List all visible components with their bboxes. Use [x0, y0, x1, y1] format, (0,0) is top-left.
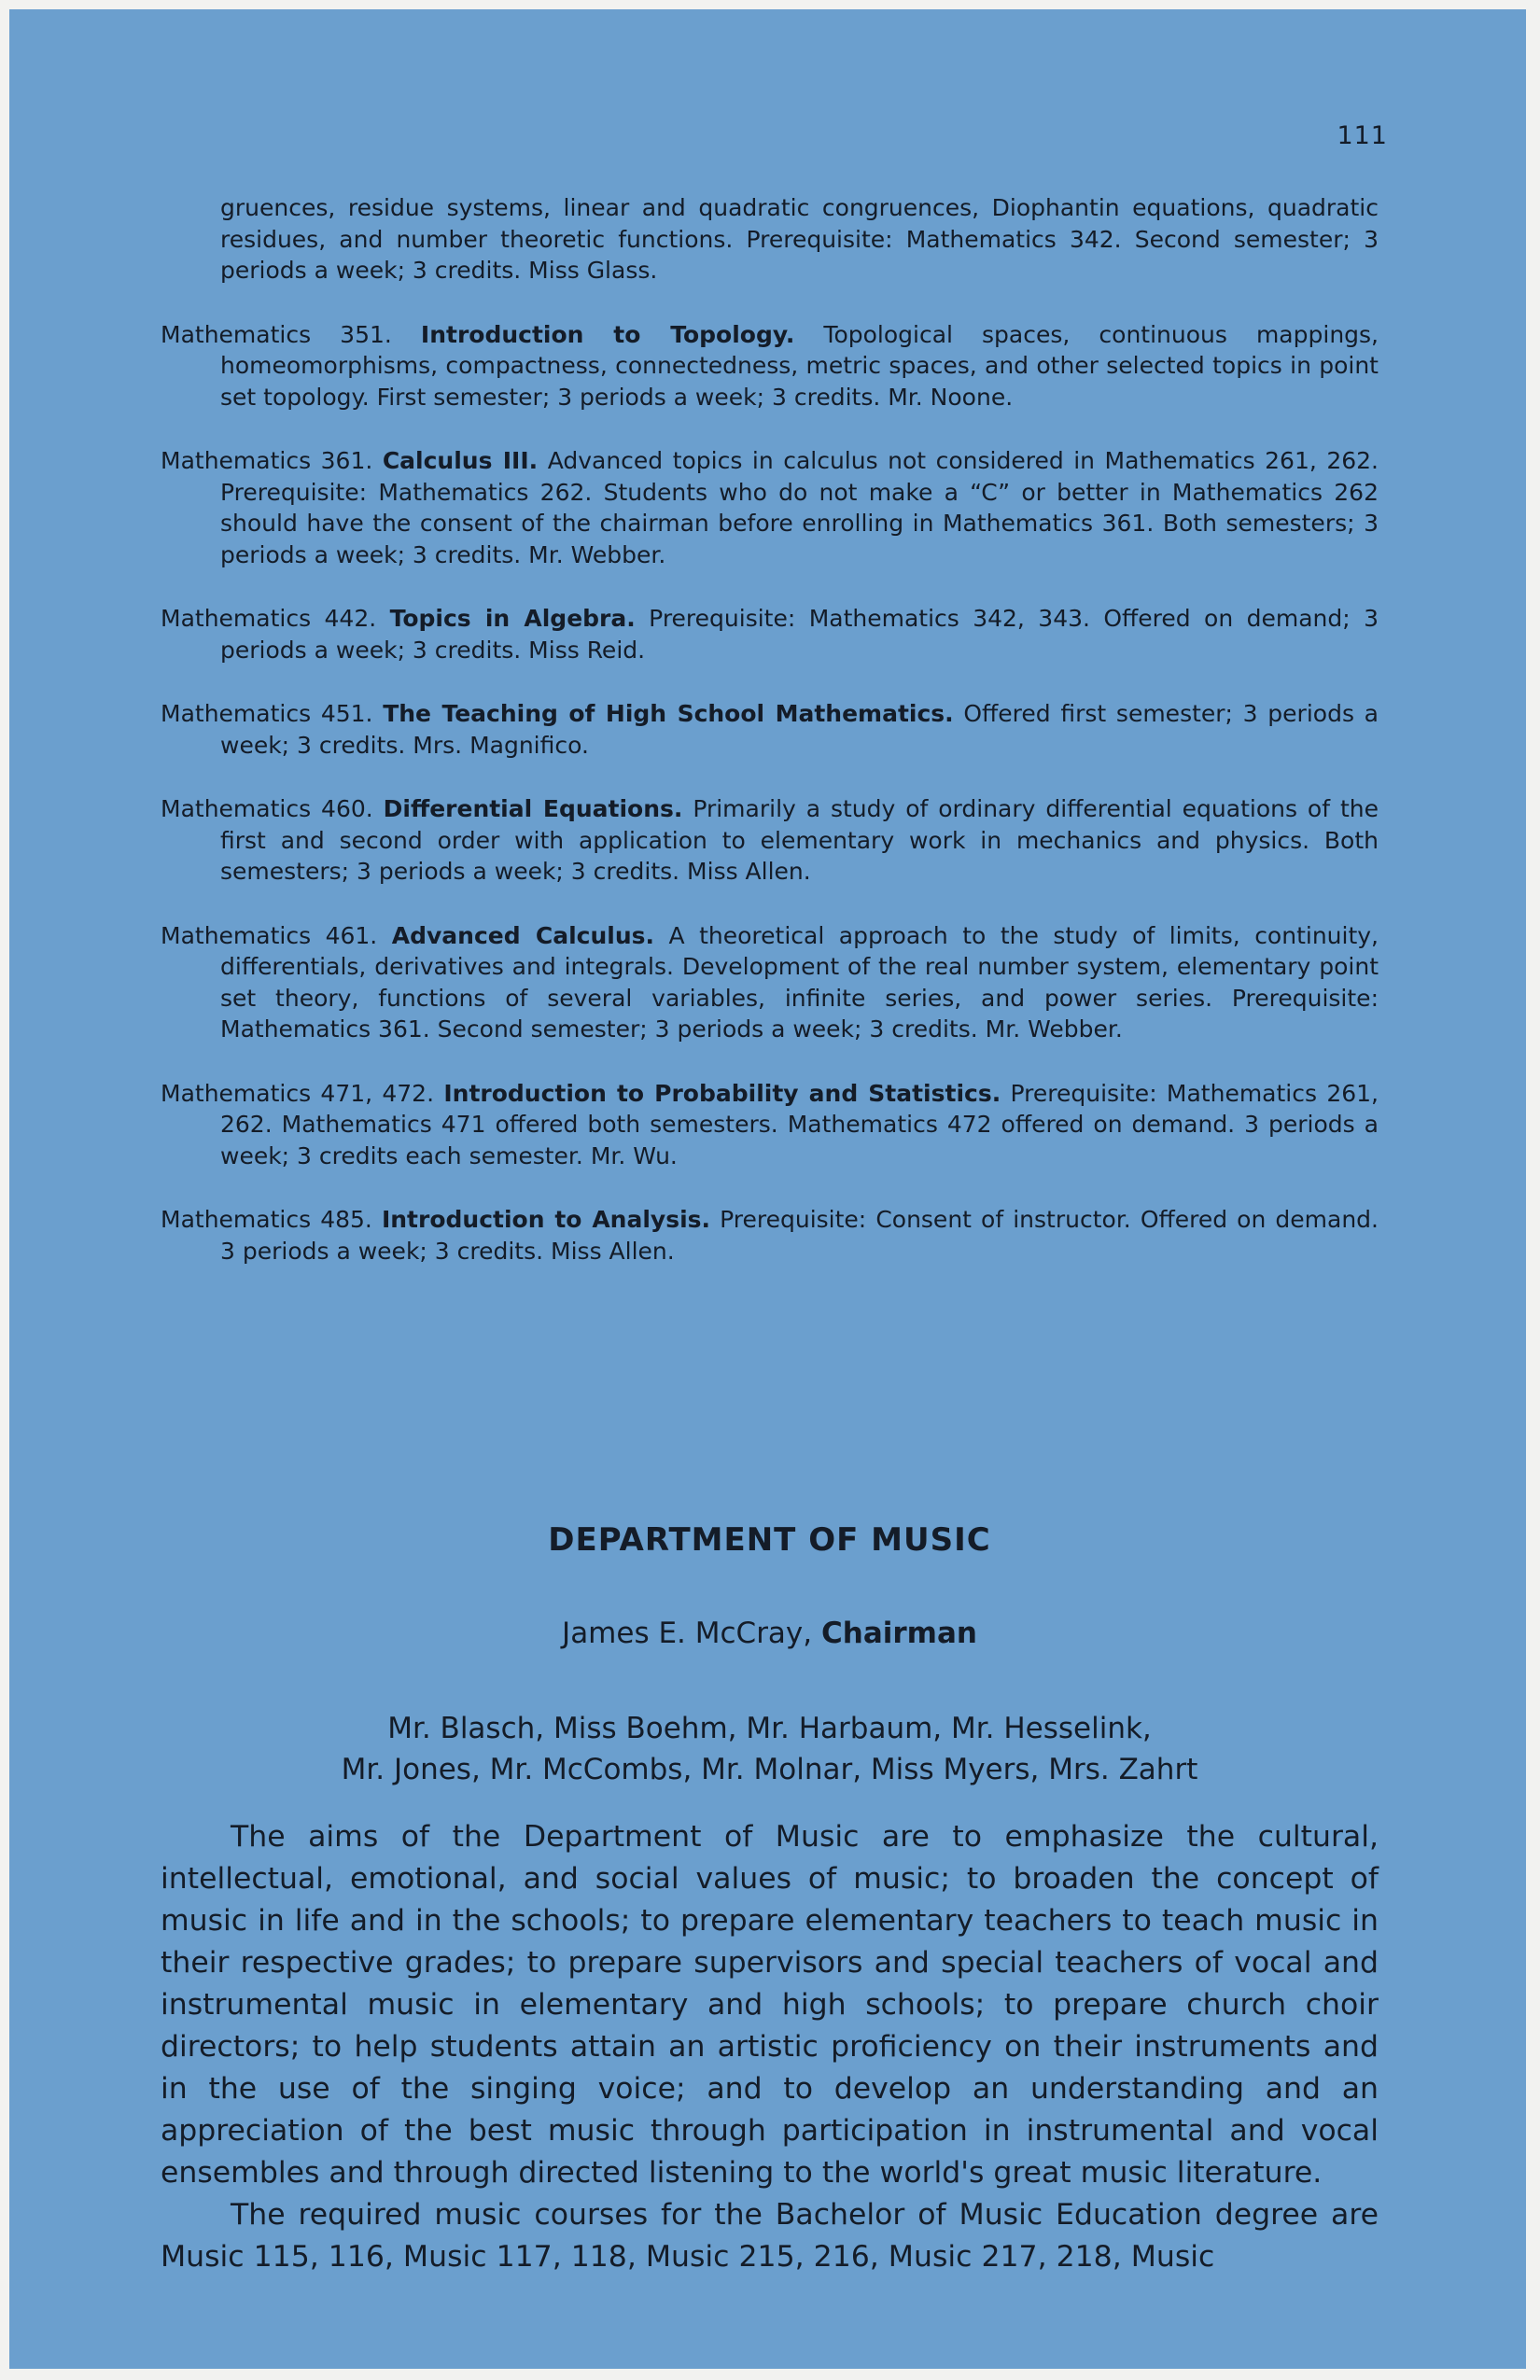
course-number: Mathematics 451. — [161, 700, 384, 727]
department-chair — [161, 1617, 1379, 1650]
course-description: Prerequisite: Mathematics 261, 262. Mathematics 471 offered both semesters. Mathematics 472 offered on demand. 3 periods a week; 3 credits each semester. Mr. Wu. — [220, 1079, 1379, 1169]
course-description: Prerequisite: Consent of instructor. Offered on demand. 3 periods a week; 3 credits. Miss Allen. — [220, 1206, 1379, 1265]
course-number: Mathematics 361. — [161, 447, 383, 474]
course-description: Primarily a study of ordinary differential equations of the first and second order with application to elementary work in mechanics and physics. Both semesters; 3 periods a week; 3 credits. Miss Allen. — [220, 795, 1379, 885]
course-number: Mathematics 460. — [161, 795, 384, 822]
course-number: Mathematics 442. — [161, 605, 390, 632]
course-title: Advanced Calculus. — [391, 921, 655, 949]
course-entry-math-351 — [161, 319, 1379, 413]
course-title: Calculus III. — [382, 447, 539, 474]
course-title: Introduction to Topology. — [420, 320, 795, 348]
course-description: Topological spaces, continuous mappings, homeomorphisms, compactness, connectedness, metric spaces, and other selected topics in point set topology. First semester; 3 periods a week; 3 credits. Mr. Noone. — [220, 320, 1379, 411]
course-number: Mathematics 485. — [161, 1206, 382, 1233]
aims-paragraph: The aims of the Department of Music are to emphasize the cultural, intellectual, emotional, and social values of music; to broaden the concept of music in life and in the schools; to prepare elementary teachers to teach music in their respective grades; to prepare supervisors and special teachers of vocal and instrumental music in elementary and high schools; to prepare church choir directors; to help students attain an artistic proficiency on their instruments and in the use of the singing voice; and to develop an understanding and an appreciation of the best music through participation in instrumental and vocal ensembles and through directed listening to the world's great music literature. — [161, 1820, 1379, 2190]
page-number: 111 — [1337, 121, 1388, 150]
requirements-paragraph: The required music courses for the Bachelor of Music Education degree are Music 115, 116, Music 117, 118, Music 215, 216, Music 217, 218, Music — [161, 2198, 1379, 2274]
course-description: Offered first semester; 3 periods a week; 3 credits. Mrs. Magnifico. — [220, 700, 1379, 759]
course-entry-continued — [161, 192, 1379, 287]
course-title: Introduction to Probability and Statistics. — [443, 1079, 1001, 1107]
course-entry-math-460 — [161, 793, 1379, 888]
course-list — [161, 192, 1379, 1299]
course-description: A theoretical approach to the study of limits, continuity, differentials, derivatives and integrals. Development of the real number system, elementary point set theory, functions of several variables, infinite series, and power series. Prerequisite: Mathematics 361. Second semester; 3 periods a week; 3 credits. Mr. Webber. — [220, 921, 1379, 1043]
course-description: Advanced topics in calculus not considered in Mathematics 261, 262. Prerequisite: Mathematics 262. Students who do not make a “C” or better in Mathematics 262 should have the consent of the chairman before enrolling in Mathematics 361. Both semesters; 3 periods a week; 3 credits. Mr. Webber. — [220, 447, 1379, 568]
department-description — [161, 1816, 1379, 2278]
course-entry-math-471-472 — [161, 1078, 1379, 1172]
chair-name: James E. McCray, — [562, 1617, 821, 1650]
department-title: DEPARTMENT OF MUSIC — [548, 1521, 991, 1559]
course-title: The Teaching of High School Mathematics. — [383, 700, 954, 727]
course-entry-math-485 — [161, 1204, 1379, 1267]
course-entry-math-451 — [161, 698, 1379, 761]
course-entry-math-361 — [161, 445, 1379, 570]
course-title: Differential Equations. — [383, 795, 683, 822]
course-number: Mathematics 471, 472. — [161, 1079, 444, 1107]
course-description: Prerequisite: Mathematics 342, 343. Offered on demand; 3 periods a week; 3 credits. Miss Reid. — [220, 605, 1379, 664]
faculty-line: Mr. Blasch, Miss Boehm, Mr. Harbaum, Mr. Hesselink, — [387, 1712, 1152, 1745]
course-number: Mathematics 351. — [161, 320, 421, 348]
course-number: Mathematics 461. — [161, 921, 392, 949]
chair-role: Chairman — [821, 1617, 977, 1650]
course-entry-math-442 — [161, 603, 1379, 665]
course-entry-math-461 — [161, 920, 1379, 1045]
department-header — [161, 1521, 1379, 1790]
course-description: gruences, residue systems, linear and quadratic congruences, Diophantin equations, quadratic residues, and number theoretic functions. Prerequisite: Mathematics 342. Second semester; 3 periods a week; 3 credits. Miss Glass. — [220, 194, 1379, 284]
course-title: Topics in Algebra. — [389, 605, 636, 632]
faculty-list — [161, 1708, 1379, 1790]
catalog-page — [9, 9, 1526, 2369]
faculty-line: Mr. Jones, Mr. McCombs, Mr. Molnar, Miss Myers, Mrs. Zahrt — [341, 1753, 1198, 1786]
course-title: Introduction to Analysis. — [381, 1206, 711, 1233]
